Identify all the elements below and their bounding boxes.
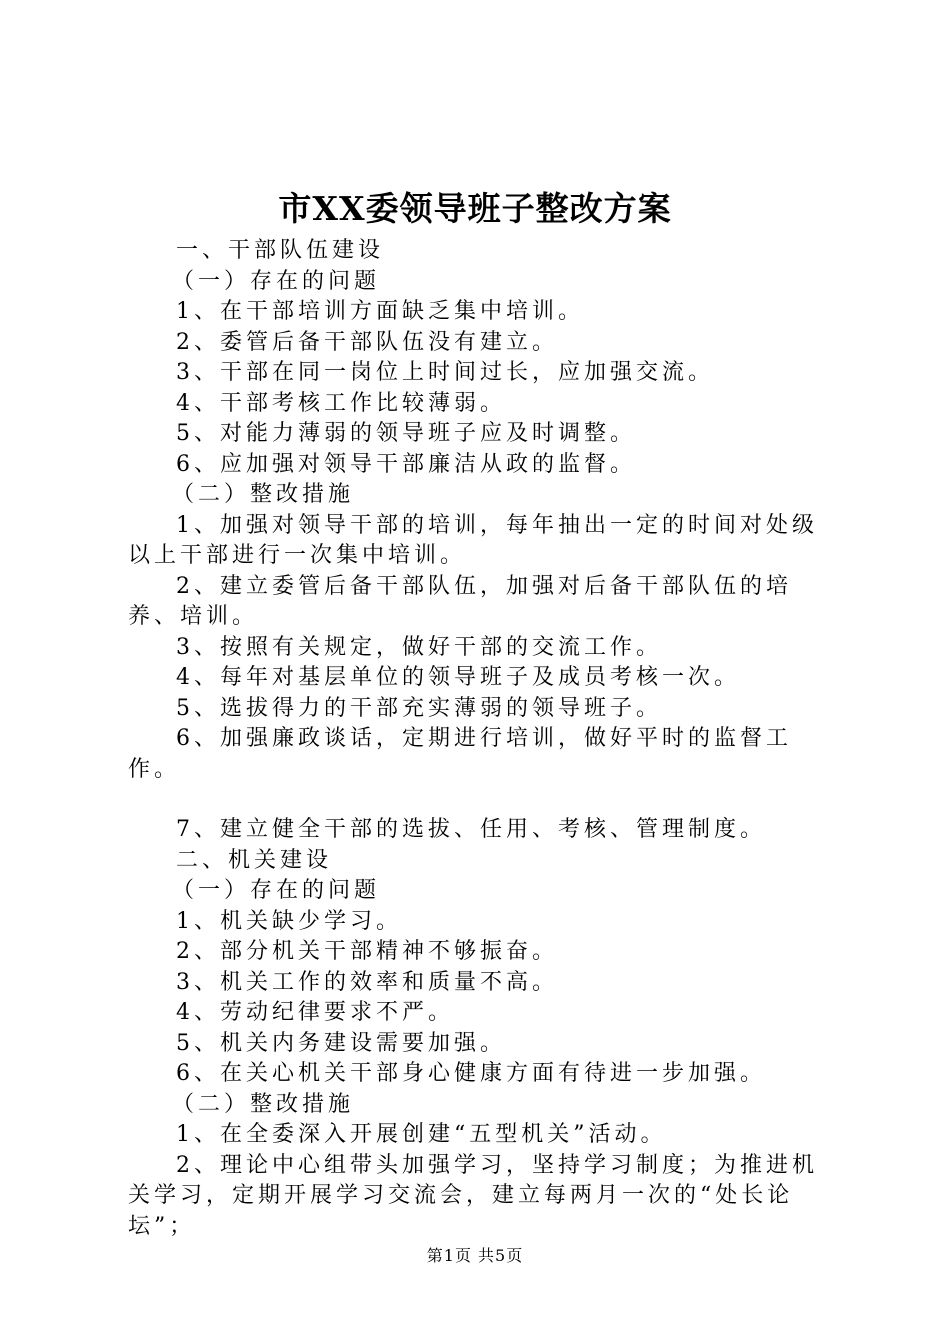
document-title: 市XX委领导班子整改方案 <box>278 189 672 228</box>
list-item: 7、建立健全干部的选拔、任用、考核、管理制度。 <box>176 817 766 842</box>
list-item: 6、加强廉政谈话，定期进行培训，做好平时的监督工作。 <box>128 726 792 782</box>
list-item: 2、委管后备干部队伍没有建立。 <box>176 329 558 355</box>
section-heading: 一、干部队伍建设 <box>176 238 385 263</box>
subsection-heading: （二）整改措施 <box>172 1091 355 1117</box>
list-item: 6、应加强对领导干部廉洁从政的监督。 <box>176 451 636 477</box>
list-item: 3、按照有关规定，做好干部的交流工作。 <box>176 634 662 660</box>
list-item: 2、部分机关干部精神不够振奋。 <box>176 939 558 964</box>
list-item: 3、干部在同一岗位上时间过长，应加强交流。 <box>176 360 714 385</box>
list-item: 1、在干部培训方面缺乏集中培训。 <box>176 299 584 324</box>
list-item: 6、在关心机关干部身心健康方面有待进一步加强。 <box>176 1061 766 1086</box>
section-heading: 二、机关建设 <box>176 847 333 873</box>
page-footer: 第1页 共5页 <box>426 1246 524 1265</box>
list-item: 5、机关内务建设需要加强。 <box>176 1030 506 1056</box>
list-item: 2、理论中心组带头加强学习，坚持学习制度；为推进机关学习，定期开展学习交流会，建立每两月一次的“处长论坛”； <box>128 1152 818 1239</box>
list-item: 1、机关缺少学习。 <box>176 908 402 934</box>
list-item: 2、建立委管后备干部队伍，加强对后备干部队伍的培养、培训。 <box>128 573 792 629</box>
subsection-heading: （一）存在的问题 <box>172 268 381 294</box>
subsection-heading: （一）存在的问题 <box>172 878 381 903</box>
list-item: 4、每年对基层单位的领导班子及成员考核一次。 <box>176 665 740 690</box>
list-item: 4、干部考核工作比较薄弱。 <box>176 390 506 416</box>
list-item: 5、选拔得力的干部充实薄弱的领导班子。 <box>176 695 662 721</box>
document-body <box>128 236 834 1242</box>
list-item: 1、在全委深入开展创建“五型机关”活动。 <box>176 1122 667 1147</box>
list-item: 5、对能力薄弱的领导班子应及时调整。 <box>176 421 636 446</box>
list-item: 1、加强对领导干部的培训，每年抽出一定的时间对处级以上干部进行一次集中培训。 <box>128 512 818 568</box>
subsection-heading: （二）整改措施 <box>172 482 355 507</box>
list-item: 3、机关工作的效率和质量不高。 <box>176 969 558 995</box>
blank-line <box>128 785 834 815</box>
list-item: 4、劳动纪律要求不严。 <box>176 1000 454 1025</box>
